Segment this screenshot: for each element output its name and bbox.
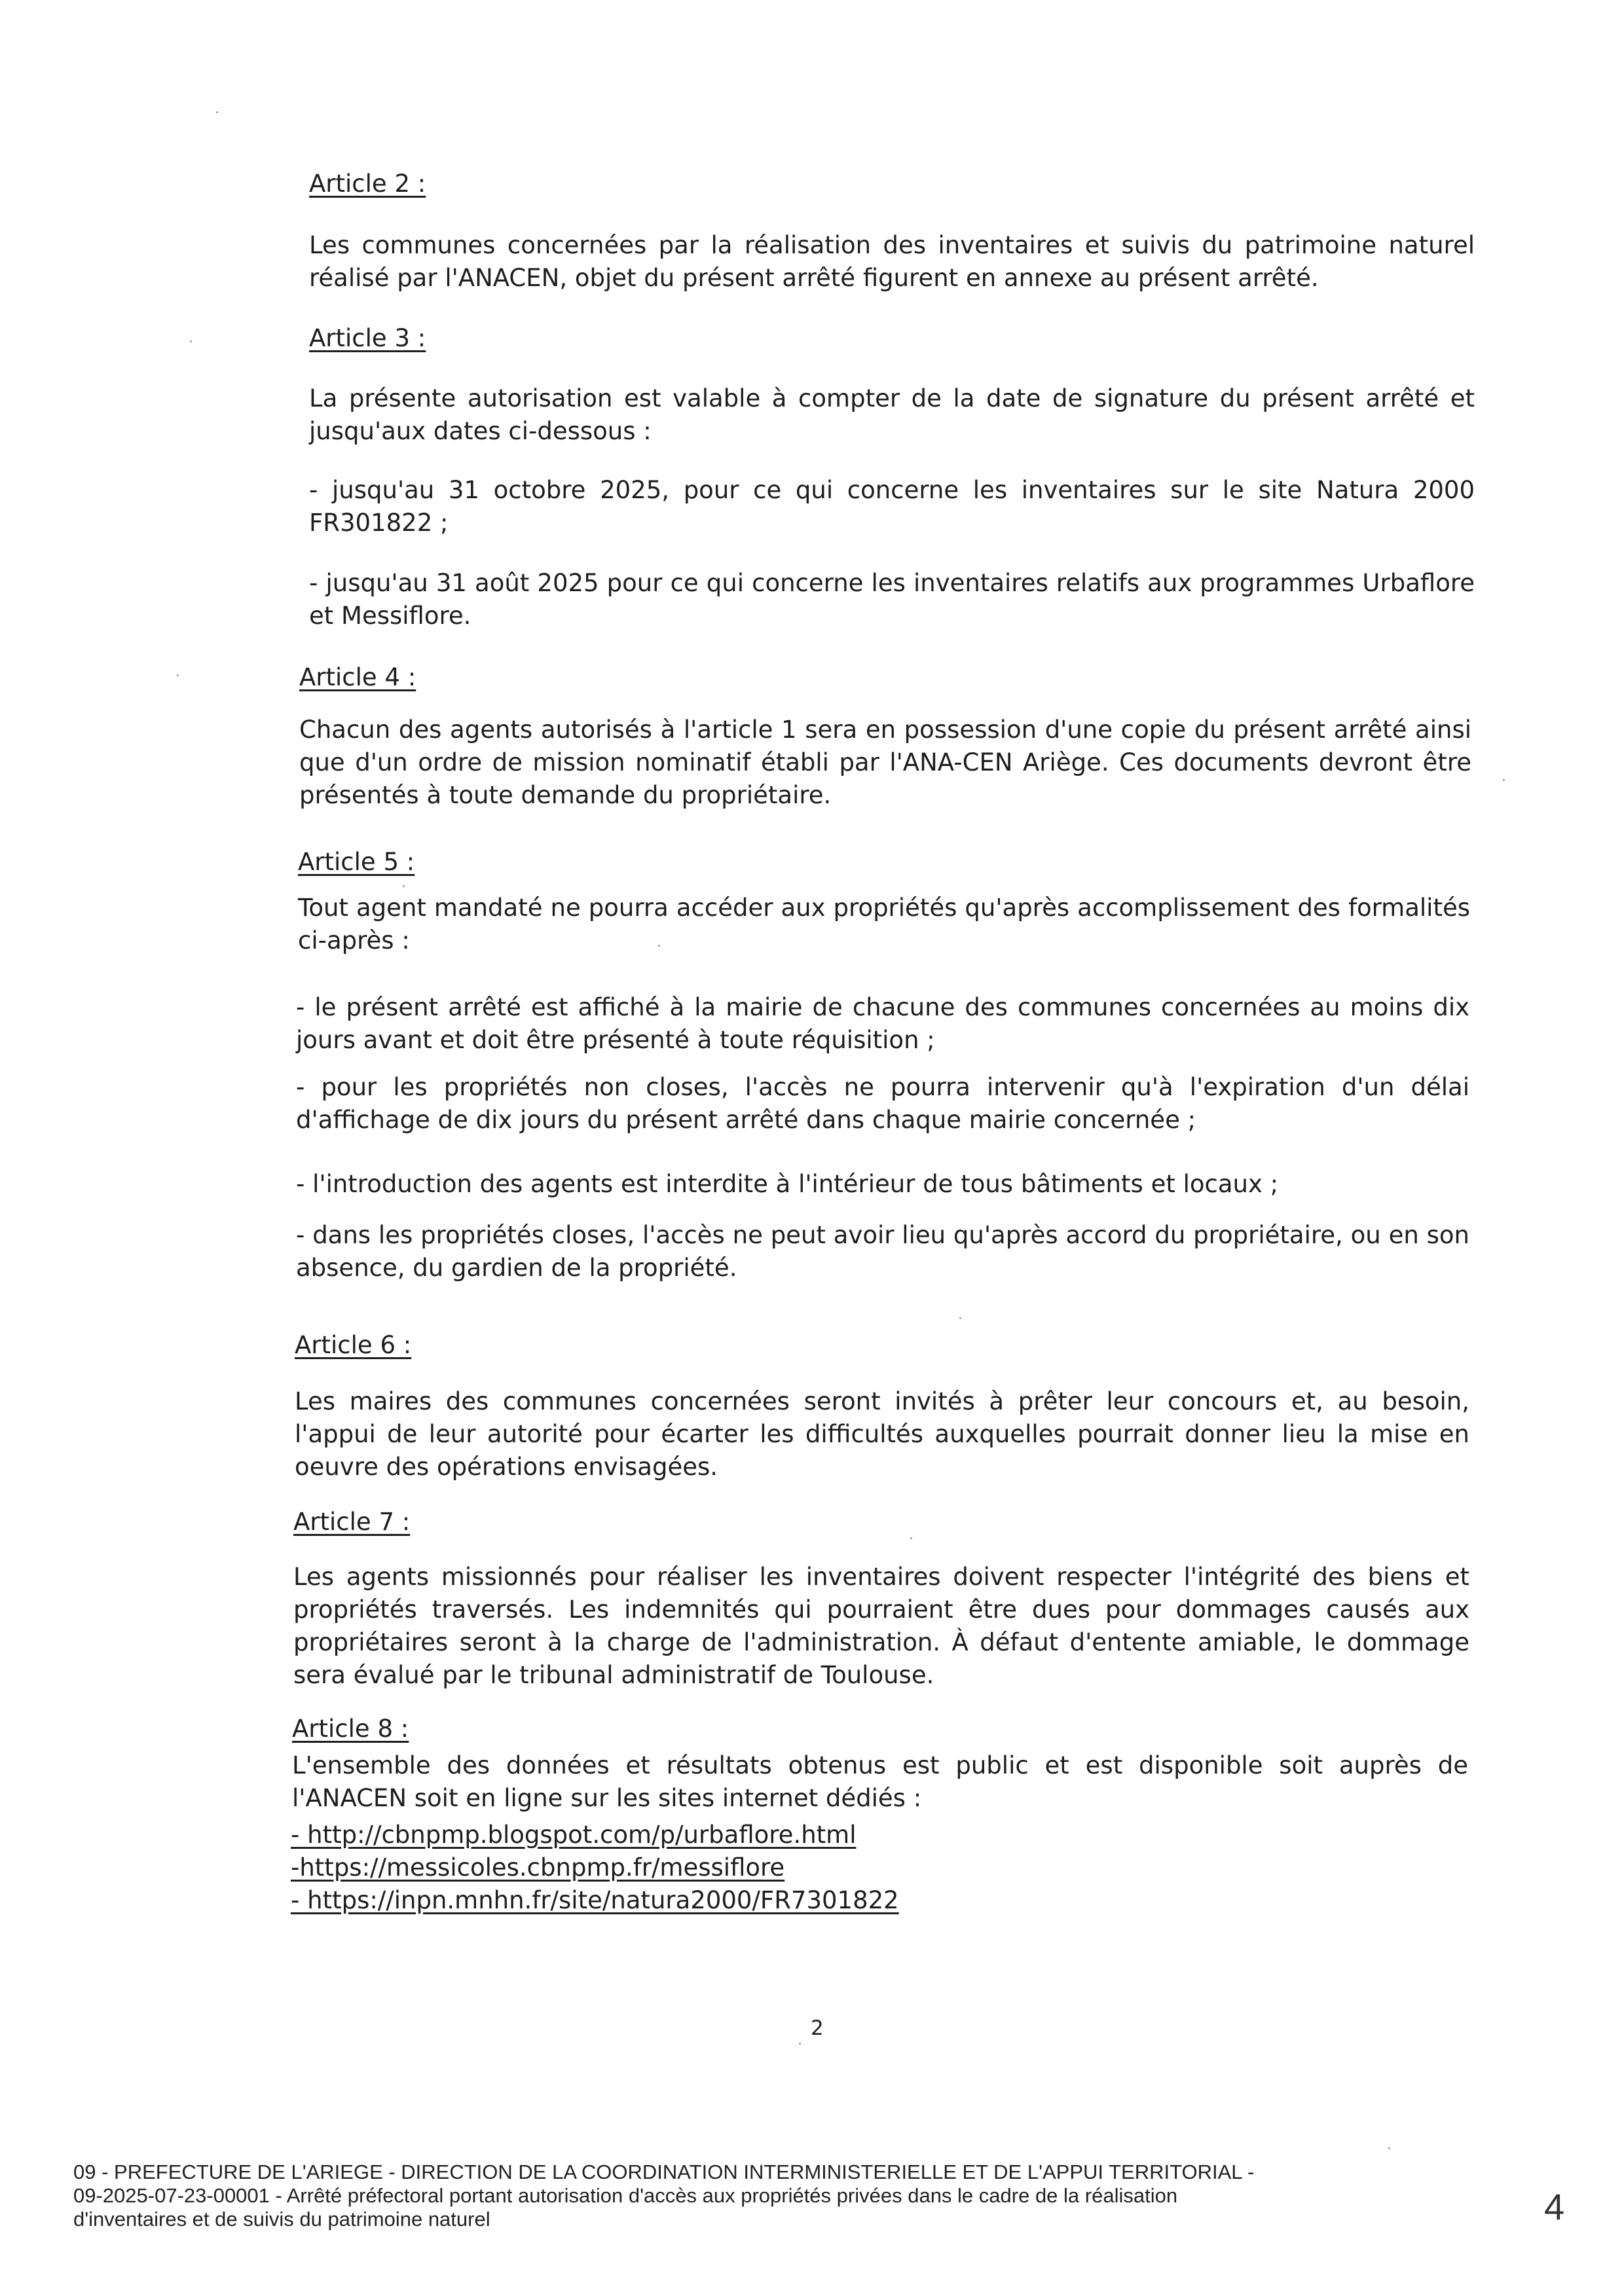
article-5-heading: Article 5 :: [298, 848, 415, 876]
article-5-text: Tout agent mandaté ne pourra accéder aux propriétés qu'après accomplissement des formalités ci-après :: [298, 894, 1470, 955]
link-messiflore[interactable]: -https://messicoles.cbnpmp.fr/messiflore: [291, 1853, 785, 1882]
article-3-text: La présente autorisation est valable à compter de la date de signature du présent arrêté et jusqu'aux dates ci-dessous :: [309, 384, 1475, 445]
article-8-heading: Article 8 :: [292, 1715, 409, 1743]
article-4-heading: Article 4 :: [299, 663, 416, 691]
article-5-item-2: - pour les propriétés non closes, l'accès ne pourra intervenir qu'à l'expiration d'un délai d'affichage de dix jours du présent arrêté dans chaque mairie concernée ;: [296, 1073, 1469, 1134]
link-natura2000[interactable]: - https://inpn.mnhn.fr/site/natura2000/FR7301822: [291, 1886, 899, 1914]
footer-line-2: 09-2025-07-23-00001 - Arrêté préfectoral portant autorisation d'accès aux propriétés privées dans le cadre de la réalisation: [73, 2184, 1178, 2207]
scan-speck: [1388, 2147, 1390, 2149]
article-3-item-2: - jusqu'au 31 août 2025 pour ce qui concerne les inventaires relatifs aux programmes Urbaflore et Messiflore.: [309, 569, 1475, 630]
article-5-item-3: - l'introduction des agents est interdite à l'intérieur de tous bâtiments et locaux ;: [296, 1170, 1279, 1198]
article-6-heading: Article 6 :: [295, 1331, 412, 1359]
article-2-heading: Article 2 :: [309, 170, 426, 198]
scan-speck: [216, 111, 218, 113]
article-5-item-1: - le présent arrêté est affiché à la mairie de chacune des communes concernées au moins dix jours avant et doit être présenté à toute réquisition ;: [296, 993, 1469, 1054]
article-6-text: Les maires des communes concernées seront invités à prêter leur concours et, au besoin, l'appui de leur autorité pour écarter les difficultés auxquelles pourrait donner lieu la mise en oeuvre des opérations envisagées.: [295, 1387, 1469, 1481]
link-urbaflore[interactable]: - http://cbnpmp.blogspot.com/p/urbaflore.html: [291, 1821, 857, 1849]
footer-line-3: d'inventaires et de suivis du patrimoine naturel: [73, 2208, 490, 2231]
scan-speck: [658, 945, 660, 947]
article-2-text: Les communes concernées par la réalisation des inventaires et suivis du patrimoine naturel réalisé par l'ANACEN, objet du présent arrêté figurent en annexe au présent arrêté.: [309, 231, 1475, 292]
footer-line-1: 09 - PREFECTURE DE L'ARIEGE - DIRECTION DE LA COORDINATION INTERMINISTERIELLE ET DE L'APPUI TERRITORIAL -: [73, 2160, 1255, 2183]
article-5-item-4: - dans les propriétés closes, l'accès ne peut avoir lieu qu'après accord du propriétaire, ou en son absence, du gardien de la propriété.: [296, 1221, 1469, 1282]
article-3-item-1: - jusqu'au 31 octobre 2025, pour ce qui concerne les inventaires sur le site Natura 2000 FR301822 ;: [309, 476, 1475, 537]
recueil-page-number: 4: [1544, 2186, 1565, 2227]
scan-speck: [959, 1317, 961, 1319]
scan-speck: [799, 2043, 801, 2045]
page-number: 2: [811, 2016, 824, 2040]
article-8-links: [291, 1819, 1467, 1917]
article-4-text: Chacun des agents autorisés à l'article 1 sera en possession d'une copie du présent arrêté ainsi que d'un ordre de mission nominatif établi par l'ANA-CEN Ariège. Ces documents devront être présentés à toute demande du propriétaire.: [299, 716, 1471, 809]
scan-speck: [1503, 779, 1505, 781]
scan-speck: [177, 674, 179, 676]
article-8-text: L'ensemble des données et résultats obtenus est public et est disponible soit auprès de l'ANACEN soit en ligne sur les sites internet dédiés :: [292, 1751, 1468, 1812]
scan-speck: [910, 1537, 912, 1539]
document-footer: [73, 2160, 1383, 2232]
scan-speck: [403, 885, 405, 887]
article-3-heading: Article 3 :: [309, 324, 426, 352]
scan-speck: [190, 340, 192, 342]
article-7-heading: Article 7 :: [293, 1508, 411, 1536]
article-7-text: Les agents missionnés pour réaliser les inventaires doivent respecter l'intégrité des biens et propriétés traversés. Les indemnités qui pourraient être dues pour dommages causés aux propriétaires seront à la charge de l'administration. À défaut d'entente amiable, le dommage sera évalué par le tribunal administratif de Toulouse.: [293, 1563, 1469, 1689]
